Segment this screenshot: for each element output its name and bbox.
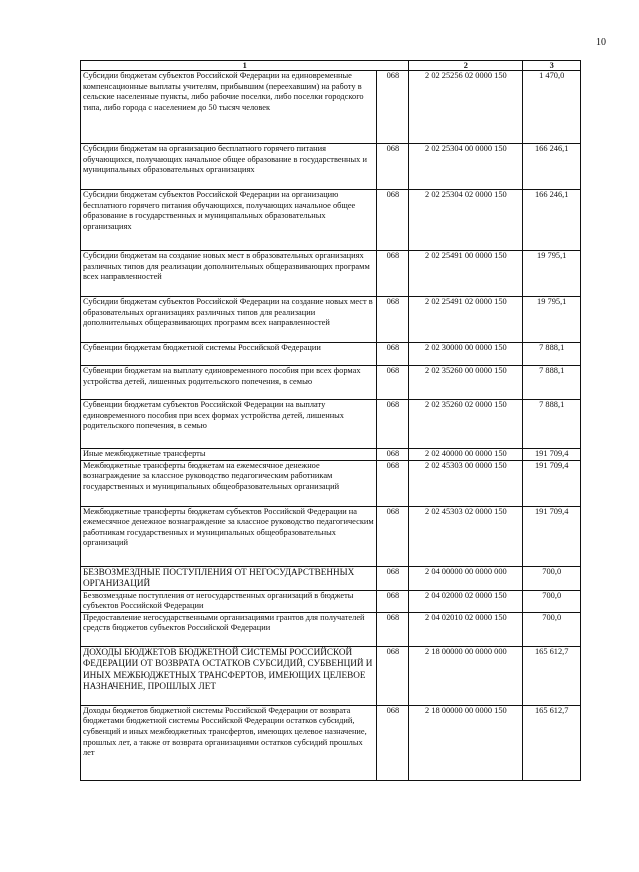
row-admin-code-cell: 068 xyxy=(377,646,409,705)
row-name-cell: Субсидии бюджетам субъектов Российской Федерации на единовременные компенсационные выплаты учителям, прибывшим (переехавшим) на работу в сельские населенные пункты, либо рабочие поселки, либо поселки городского типа, либо города с населением до 50 тысяч человек xyxy=(81,71,377,144)
row-name-cell: Иные межбюджетные трансферты xyxy=(81,449,377,461)
table-row xyxy=(81,366,581,400)
row-amount-cell: 191 709,4 xyxy=(523,449,581,461)
row-name-cell: Субсидии бюджетам субъектов Российской Федерации на создание новых мест в образовательных организациях различных типов для реализации дополнительных общеразвивающих программ всех направленностей xyxy=(81,297,377,343)
header-col-2: 2 xyxy=(409,61,523,71)
row-kbk-code-cell: 2 02 35260 02 0000 150 xyxy=(409,400,523,449)
row-admin-code-cell: 068 xyxy=(377,71,409,144)
row-name-cell: Межбюджетные трансферты бюджетам субъектов Российской Федерации на ежемесячное денежное вознаграждение за классное руководство педагогическим работникам государственных и муниципальных общеобразовательных организаций xyxy=(81,506,377,566)
row-admin-code-cell: 068 xyxy=(377,190,409,251)
header-col-3: 3 xyxy=(523,61,581,71)
header-col-1: 1 xyxy=(81,61,409,71)
table-row xyxy=(81,190,581,251)
row-amount-cell: 19 795,1 xyxy=(523,297,581,343)
row-amount-cell: 7 888,1 xyxy=(523,343,581,366)
row-admin-code-cell: 068 xyxy=(377,705,409,780)
row-kbk-code-cell: 2 02 45303 00 0000 150 xyxy=(409,460,523,506)
row-kbk-code-cell: 2 18 00000 00 0000 150 xyxy=(409,705,523,780)
row-name-cell: ДОХОДЫ БЮДЖЕТОВ БЮДЖЕТНОЙ СИСТЕМЫ РОССИЙСКОЙ ФЕДЕРАЦИИ ОТ ВОЗВРАТА ОСТАТКОВ СУБСИДИЙ, СУБВЕНЦИЙ И ИНЫХ МЕЖБЮДЖЕТНЫХ ТРАНСФЕРТОВ, ИМЕЮЩИХ ЦЕЛЕВОЕ НАЗНАЧЕНИЕ, ПРОШЛЫХ ЛЕТ xyxy=(81,646,377,705)
row-name-cell: Субвенции бюджетам субъектов Российской Федерации на выплату единовременного пособия при всех формах устройства детей, лишенных родительского попечения, в семью xyxy=(81,400,377,449)
row-kbk-code-cell: 2 02 35260 00 0000 150 xyxy=(409,366,523,400)
row-kbk-code-cell: 2 02 40000 00 0000 150 xyxy=(409,449,523,461)
table-row xyxy=(81,506,581,566)
row-amount-cell: 191 709,4 xyxy=(523,506,581,566)
row-name-cell: Субвенции бюджетам бюджетной системы Российской Федерации xyxy=(81,343,377,366)
row-kbk-code-cell: 2 02 30000 00 0000 150 xyxy=(409,343,523,366)
row-kbk-code-cell: 2 04 02010 02 0000 150 xyxy=(409,612,523,646)
row-name-cell: Субсидии бюджетам субъектов Российской Федерации на организацию бесплатного горячего питания обучающихся, получающих начальное общее образование в государственных и муниципальных образовательных организациях xyxy=(81,190,377,251)
row-amount-cell: 165 612,7 xyxy=(523,705,581,780)
row-kbk-code-cell: 2 04 00000 00 0000 000 xyxy=(409,566,523,590)
table-row xyxy=(81,612,581,646)
row-kbk-code-cell: 2 02 45303 02 0000 150 xyxy=(409,506,523,566)
row-amount-cell: 166 246,1 xyxy=(523,190,581,251)
row-admin-code-cell: 068 xyxy=(377,366,409,400)
row-amount-cell: 1 470,0 xyxy=(523,71,581,144)
table-row xyxy=(81,449,581,461)
row-admin-code-cell: 068 xyxy=(377,144,409,190)
table-row xyxy=(81,297,581,343)
row-admin-code-cell: 068 xyxy=(377,612,409,646)
table-row xyxy=(81,460,581,506)
table-row xyxy=(81,400,581,449)
table-row xyxy=(81,705,581,780)
row-admin-code-cell: 068 xyxy=(377,506,409,566)
row-amount-cell: 700,0 xyxy=(523,566,581,590)
table-row xyxy=(81,566,581,590)
row-admin-code-cell: 068 xyxy=(377,460,409,506)
row-name-cell: Субсидии бюджетам на создание новых мест в образовательных организациях различных типов для реализации дополнительных общеразвивающих программ всех направленностей xyxy=(81,251,377,297)
row-admin-code-cell: 068 xyxy=(377,251,409,297)
row-kbk-code-cell: 2 18 00000 00 0000 000 xyxy=(409,646,523,705)
row-amount-cell: 166 246,1 xyxy=(523,144,581,190)
table-row xyxy=(81,646,581,705)
row-amount-cell: 19 795,1 xyxy=(523,251,581,297)
row-name-cell: Межбюджетные трансферты бюджетам на ежемесячное денежное вознаграждение за классное руководство педагогическим работникам государственных и муниципальных общеобразовательных организаций xyxy=(81,460,377,506)
row-name-cell: Субвенции бюджетам на выплату единовременного пособия при всех формах устройства детей, лишенных родительского попечения, в семью xyxy=(81,366,377,400)
row-name-cell: Предоставление негосударственными организациями грантов для получателей средств бюджетов субъектов Российской Федерации xyxy=(81,612,377,646)
row-amount-cell: 7 888,1 xyxy=(523,400,581,449)
row-amount-cell: 165 612,7 xyxy=(523,646,581,705)
revenue-table xyxy=(80,60,581,781)
row-admin-code-cell: 068 xyxy=(377,343,409,366)
row-kbk-code-cell: 2 02 25491 00 0000 150 xyxy=(409,251,523,297)
row-kbk-code-cell: 2 04 02000 02 0000 150 xyxy=(409,590,523,612)
row-name-cell: Субсидии бюджетам на организацию бесплатного горячего питания обучающихся, получающих начальное общее образование в государственных и муниципальных образовательных организациях xyxy=(81,144,377,190)
row-name-cell: БЕЗВОЗМЕЗДНЫЕ ПОСТУПЛЕНИЯ ОТ НЕГОСУДАРСТВЕННЫХ ОРГАНИЗАЦИЙ xyxy=(81,566,377,590)
table-header-row xyxy=(81,61,581,71)
table-row xyxy=(81,71,581,144)
table-row xyxy=(81,590,581,612)
table-row xyxy=(81,251,581,297)
row-amount-cell: 191 709,4 xyxy=(523,460,581,506)
row-amount-cell: 700,0 xyxy=(523,590,581,612)
row-kbk-code-cell: 2 02 25491 02 0000 150 xyxy=(409,297,523,343)
row-amount-cell: 7 888,1 xyxy=(523,366,581,400)
row-name-cell: Доходы бюджетов бюджетной системы Российской Федерации от возврата бюджетами бюджетной системы Российской Федерации остатков субсидий, субвенций и иных межбюджетных трансфертов, имеющих целевое назначение, прошлых лет, а также от возврата организациями остатков субсидий прошлых лет xyxy=(81,705,377,780)
row-admin-code-cell: 068 xyxy=(377,590,409,612)
row-kbk-code-cell: 2 02 25256 02 0000 150 xyxy=(409,71,523,144)
row-kbk-code-cell: 2 02 25304 00 0000 150 xyxy=(409,144,523,190)
row-admin-code-cell: 068 xyxy=(377,297,409,343)
table-row xyxy=(81,144,581,190)
row-amount-cell: 700,0 xyxy=(523,612,581,646)
row-kbk-code-cell: 2 02 25304 02 0000 150 xyxy=(409,190,523,251)
row-name-cell: Безвозмездные поступления от негосударственных организаций в бюджеты субъектов Российской Федерации xyxy=(81,590,377,612)
row-admin-code-cell: 068 xyxy=(377,449,409,461)
row-admin-code-cell: 068 xyxy=(377,566,409,590)
page-number: 10 xyxy=(596,37,606,48)
table-row xyxy=(81,343,581,366)
row-admin-code-cell: 068 xyxy=(377,400,409,449)
